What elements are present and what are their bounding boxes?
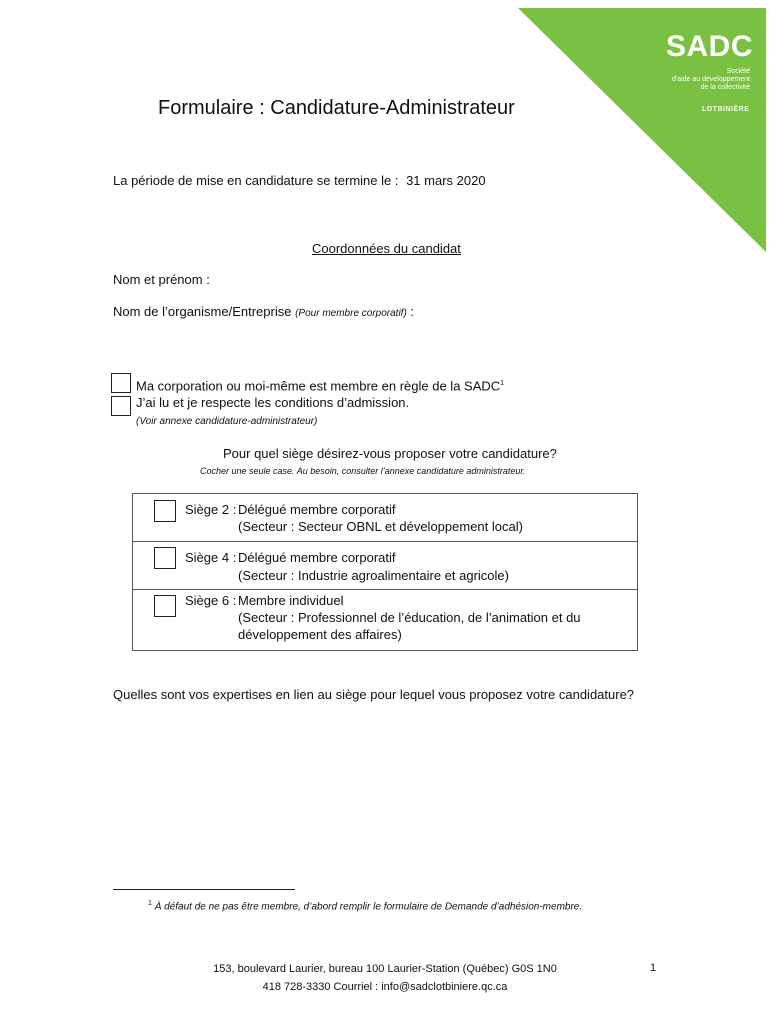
- deadline-label: La période de mise en candidature se termine le :: [113, 173, 399, 188]
- membership-checkbox[interactable]: [111, 373, 131, 393]
- name-field-label: Nom et prénom :: [113, 272, 210, 287]
- footnote-ref: 1: [500, 380, 505, 387]
- annex-note: (Voir annexe candidature-administrateur): [136, 416, 318, 427]
- org-field-note: (Pour membre corporatif): [295, 308, 407, 319]
- footer-contact: 418 728-3330 Courriel : info@sadclotbiniere.qc.ca: [262, 981, 508, 993]
- footnote: [148, 900, 582, 912]
- org-field-row: [113, 304, 414, 322]
- seat-row: [133, 590, 637, 650]
- seat-question: Pour quel siège désirez-vous proposer votre candidature?: [223, 446, 557, 461]
- seat-row: [133, 494, 637, 542]
- footnote-text: À défaut de ne pas être membre, d’abord remplir le formulaire de Demande d’adhésion-membre.: [154, 901, 583, 913]
- seat-sector: (Secteur : Industrie agroalimentaire et agricole): [238, 568, 509, 583]
- seat-label: Siège 4 :: [185, 550, 237, 565]
- footnote-number: 1: [148, 900, 152, 907]
- seat-role: Délégué membre corporatif: [238, 550, 396, 565]
- admission-conditions-checkbox[interactable]: [111, 396, 131, 416]
- deadline-line: [113, 173, 486, 189]
- section-heading: Coordonnées du candidat: [312, 241, 461, 256]
- org-field-label: Nom de l’organisme/Entreprise: [113, 304, 292, 319]
- seat-row: [133, 542, 637, 590]
- admission-declaration: J’ai lu et je respecte les conditions d’admission.: [136, 395, 410, 410]
- seat-table: [132, 493, 638, 651]
- membership-declaration: Ma corporation ou moi-même est membre en règle de la SADC$^1$: [136, 378, 505, 394]
- seat-2-checkbox[interactable]: [154, 500, 176, 522]
- seat-sector-continued: développement des affaires): [238, 627, 402, 642]
- seat-sector: (Secteur : Secteur OBNL et développement local): [238, 519, 523, 534]
- deadline-date: 31 mars 2020: [406, 173, 486, 188]
- logo-place-name: LOTBINIÈRE: [702, 106, 750, 113]
- seat-role: Membre individuel: [238, 593, 344, 608]
- logo-brand-text: SADC: [666, 30, 754, 63]
- org-field-colon: :: [410, 304, 415, 319]
- seat-sector: (Secteur : Professionnel de l’éducation, de l’animation et du: [238, 610, 581, 625]
- seat-instruction: Cocher une seule case. Au besoin, consulter l’annexe candidature administrateur.: [200, 466, 526, 476]
- seat-label: Siège 6 :: [185, 593, 237, 608]
- footnote-divider: [113, 889, 295, 890]
- seat-6-checkbox[interactable]: [154, 595, 176, 617]
- logo-subtitle: Société d'aide au développement de la collectivité: [671, 68, 750, 91]
- expertise-question: Quelles sont vos expertises en lien au siège pour lequel vous proposez votre candidature?: [113, 687, 635, 702]
- seat-4-checkbox[interactable]: [154, 547, 176, 569]
- page-title: Formulaire : Candidature-Administrateur: [158, 97, 515, 119]
- footer-address: 153, boulevard Laurier, bureau 100 Laurier-Station (Québec) G0S 1N0: [213, 963, 557, 975]
- seat-label: Siège 2 :: [185, 502, 237, 517]
- seat-role: Délégué membre corporatif: [238, 502, 396, 517]
- page-number: 1: [650, 962, 657, 974]
